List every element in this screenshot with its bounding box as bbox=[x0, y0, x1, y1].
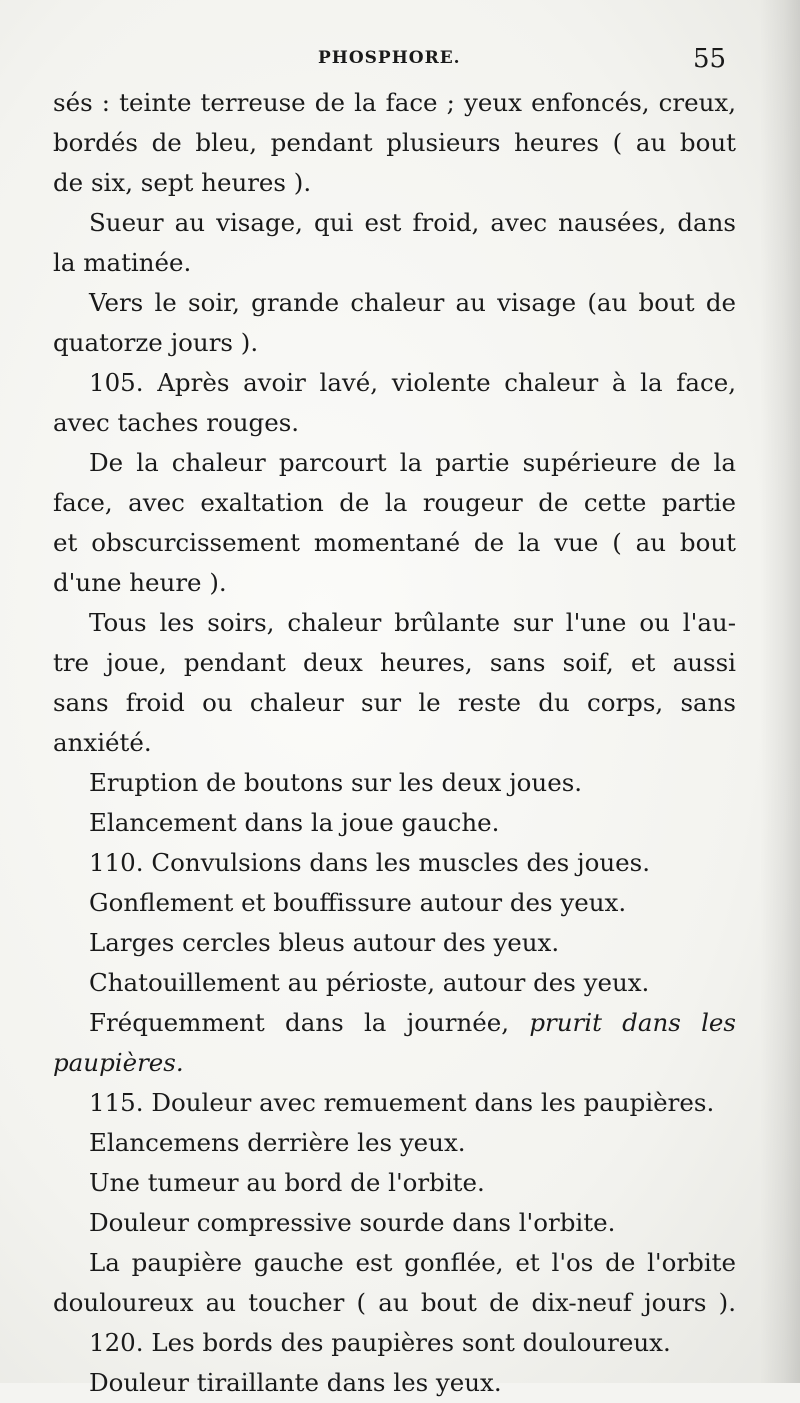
text-line: de six, sept heures ). bbox=[53, 168, 312, 197]
text-line: tre joue, pendant deux heures, sans soif, et aussi bbox=[53, 648, 736, 677]
running-title: PHOSPHORE. bbox=[318, 48, 461, 68]
text-line bbox=[53, 1043, 184, 1083]
text-line: anxiété. bbox=[53, 728, 152, 757]
text-line: douloureux au toucher ( au bout de dix-neuf jours ). bbox=[53, 1288, 736, 1317]
text-line: 110. Convulsions dans les muscles des joues. bbox=[89, 848, 651, 877]
text-line: De la chaleur parcourt la partie supérieure de la bbox=[89, 448, 736, 477]
text-line: et obscurcissement momentané de la vue ( au bout bbox=[53, 528, 736, 557]
text-line: Douleur tiraillante dans les yeux. bbox=[89, 1368, 502, 1397]
text-line: 115. Douleur avec remuement dans les paupières. bbox=[89, 1088, 715, 1117]
text-line: d'une heure ). bbox=[53, 568, 227, 597]
page-edge-shadow bbox=[760, 0, 800, 1383]
text-line: Chatouillement au périoste, autour des yeux. bbox=[89, 968, 650, 997]
text-line: Elancement dans la joue gauche. bbox=[89, 808, 500, 837]
text-line: Douleur compressive sourde dans l'orbite. bbox=[89, 1208, 616, 1237]
page-number: 55 bbox=[693, 44, 727, 74]
text-line: Sueur au visage, qui est froid, avec nausées, dans bbox=[89, 208, 736, 237]
italic-text: prurit dans les bbox=[529, 1008, 736, 1037]
text-line: la matinée. bbox=[53, 248, 192, 277]
text-line bbox=[89, 1003, 736, 1043]
text-line: Tous les soirs, chaleur brûlante sur l'une ou l'au- bbox=[89, 608, 736, 637]
text-line: Elancemens derrière les yeux. bbox=[89, 1128, 466, 1157]
text-line: La paupière gauche est gonflée, et l'os de l'orbite bbox=[89, 1248, 736, 1277]
text-line: sans froid ou chaleur sur le reste du corps, sans bbox=[53, 688, 736, 717]
italic-text: paupières. bbox=[53, 1048, 184, 1077]
text-line: Gonflement et bouffissure autour des yeux. bbox=[89, 888, 627, 917]
text-line: face, avec exaltation de la rougeur de cette partie bbox=[53, 488, 736, 517]
page-header bbox=[0, 44, 800, 84]
text-line: avec taches rouges. bbox=[53, 408, 300, 437]
text-line: sés : teinte terreuse de la face ; yeux enfoncés, creux, bbox=[53, 88, 736, 117]
text-line: Une tumeur au bord de l'orbite. bbox=[89, 1168, 485, 1197]
text-line: 120. Les bords des paupières sont douloureux. bbox=[89, 1328, 671, 1357]
text-line: bordés de bleu, pendant plusieurs heures ( au bout bbox=[53, 128, 736, 157]
text-line: Larges cercles bleus autour des yeux. bbox=[89, 928, 560, 957]
text-line: quatorze jours ). bbox=[53, 328, 259, 357]
text-run: Fréquemment dans la journée, bbox=[89, 1008, 510, 1037]
text-line: Vers le soir, grande chaleur au visage (au bout de bbox=[89, 288, 736, 317]
text-line: 105. Après avoir lavé, violente chaleur à la face, bbox=[89, 368, 736, 397]
text-line: Eruption de boutons sur les deux joues. bbox=[89, 768, 583, 797]
